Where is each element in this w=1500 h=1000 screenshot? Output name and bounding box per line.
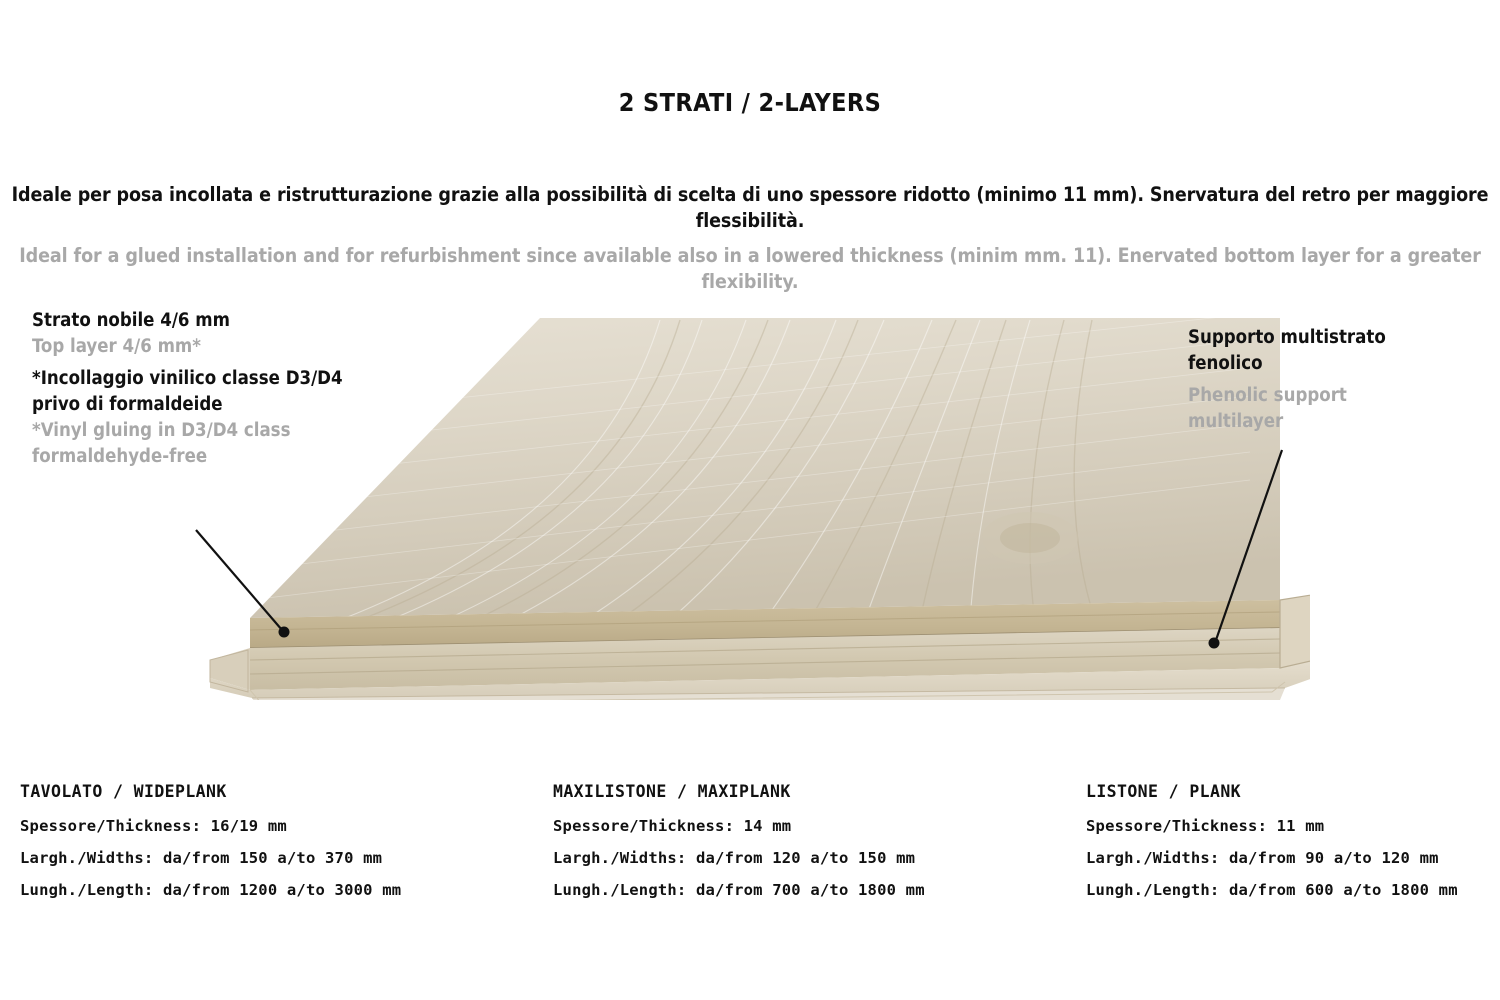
callout-glue-it-2: privo di formaldeide [32,394,223,415]
intro-paragraph [0,182,1500,295]
spec-width: Largh./Widths: da/from 120 a/to 150 mm [553,849,916,867]
spec-column-wideplank [20,782,490,913]
callout-support-it-1: Supporto multistrato [1188,327,1386,348]
callout-phenolic-support [1188,325,1468,435]
spec-heading: TAVOLATO / WIDEPLANK [20,782,227,801]
page-title: 2 STRATI / 2-LAYERS [618,88,882,117]
callout-top-layer [32,308,432,470]
spec-length: Lungh./Length: da/from 700 a/to 1800 mm [553,881,925,899]
spec-heading: LISTONE / PLANK [1086,782,1242,801]
spec-width: Largh./Widths: da/from 90 a/to 120 mm [1086,849,1439,867]
callout-support-en-2: multilayer [1188,411,1284,432]
intro-english: Ideal for a glued installation and for refurbishment since available also in a lowered thickness (minim mm. 11). Enervated bottom layer for a greater flexibility. [19,244,1481,293]
callout-top-layer-en: Top layer 4/6 mm* [32,336,201,357]
callout-glue-en-1: *Vinyl gluing in D3/D4 class [32,420,291,441]
spec-thickness: Spessore/Thickness: 14 mm [553,817,792,835]
callout-support-it-2: fenolico [1188,353,1263,374]
spec-column-plank [1086,782,1500,913]
callout-top-layer-it: Strato nobile 4/6 mm [32,310,230,331]
spec-length: Lungh./Length: da/from 600 a/to 1800 mm [1086,881,1458,899]
spec-heading: MAXILISTONE / MAXIPLANK [553,782,791,801]
spec-width: Largh./Widths: da/from 150 a/to 370 mm [20,849,383,867]
spec-length: Lungh./Length: da/from 1200 a/to 3000 mm [20,881,402,899]
intro-italian: Ideale per posa incollata e ristrutturazione grazie alla possibilità di scelta di uno spessore ridotto (minimo 11 mm). Snervatura del retro per maggiore flessibilità. [11,183,1489,232]
callout-glue-en-2: formaldehyde-free [32,446,208,467]
spec-thickness: Spessore/Thickness: 16/19 mm [20,817,287,835]
callout-glue-it-1: *Incollaggio vinilico classe D3/D4 [32,368,343,389]
spec-thickness: Spessore/Thickness: 11 mm [1086,817,1325,835]
callout-support-en-1: Phenolic support [1188,385,1347,406]
spec-column-maxiplank [553,782,1023,913]
